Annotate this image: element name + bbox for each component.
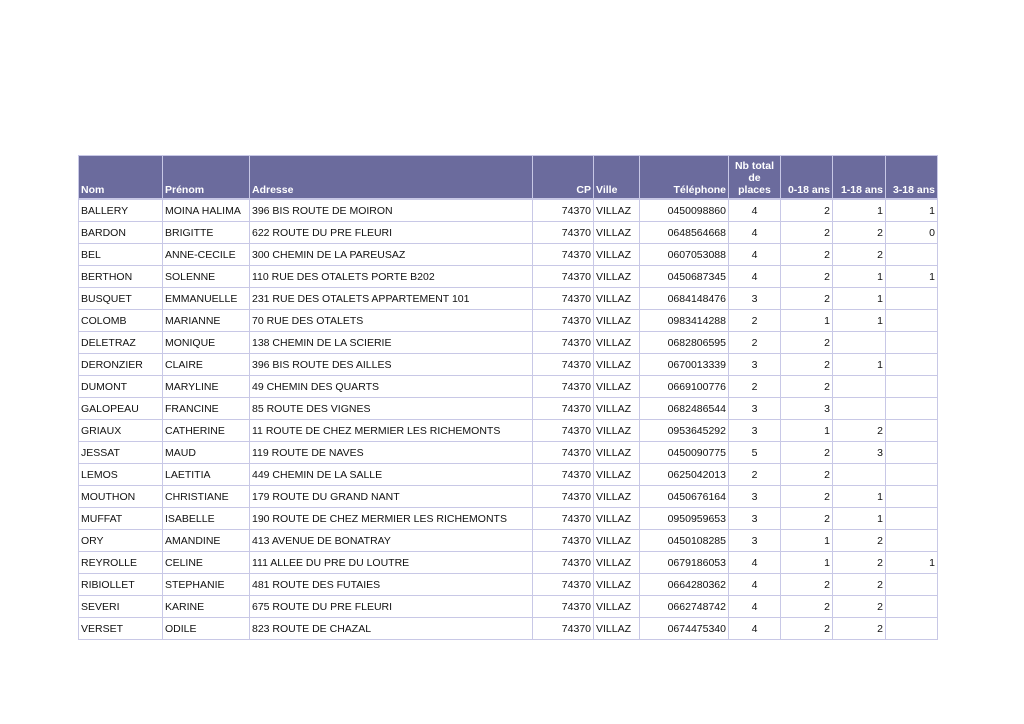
- cell-cp: 74370: [533, 618, 594, 640]
- cell-adresse: 413 AVENUE DE BONATRAY: [250, 530, 533, 552]
- table-row: [79, 618, 938, 640]
- cell-1-18-ans: 1: [833, 508, 886, 530]
- cell-0-18-ans: 2: [781, 332, 833, 354]
- cell-3-18-ans: 1: [886, 266, 938, 288]
- cell-prenom: FRANCINE: [163, 398, 250, 420]
- cell-nb-total-places: 3: [729, 398, 781, 420]
- cell-ville: VILLAZ: [594, 420, 640, 442]
- cell-nb-total-places: 3: [729, 288, 781, 310]
- cell-nom: DELETRAZ: [79, 332, 163, 354]
- cell-adresse: 111 ALLEE DU PRE DU LOUTRE: [250, 552, 533, 574]
- cell-prenom: AMANDINE: [163, 530, 250, 552]
- cell-adresse: 49 CHEMIN DES QUARTS: [250, 376, 533, 398]
- header-ville: Ville: [594, 156, 640, 200]
- cell-3-18-ans: [886, 486, 938, 508]
- cell-telephone: 0983414288: [640, 310, 729, 332]
- table-row: [79, 420, 938, 442]
- cell-nom: BARDON: [79, 222, 163, 244]
- cell-0-18-ans: 2: [781, 574, 833, 596]
- cell-1-18-ans: [833, 398, 886, 420]
- cell-nom: LEMOS: [79, 464, 163, 486]
- cell-3-18-ans: [886, 310, 938, 332]
- table-row: [79, 508, 938, 530]
- cell-nom: ORY: [79, 530, 163, 552]
- cell-nb-total-places: 4: [729, 199, 781, 222]
- cell-prenom: BRIGITTE: [163, 222, 250, 244]
- cell-cp: 74370: [533, 420, 594, 442]
- cell-adresse: 396 BIS ROUTE DE MOIRON: [250, 199, 533, 222]
- table-row: [79, 288, 938, 310]
- cell-adresse: 70 RUE DES OTALETS: [250, 310, 533, 332]
- cell-0-18-ans: 3: [781, 398, 833, 420]
- cell-cp: 74370: [533, 530, 594, 552]
- cell-0-18-ans: 2: [781, 442, 833, 464]
- table-row: [79, 552, 938, 574]
- cell-ville: VILLAZ: [594, 398, 640, 420]
- header-0-18-ans: 0-18 ans: [781, 156, 833, 200]
- cell-nb-total-places: 5: [729, 442, 781, 464]
- cell-cp: 74370: [533, 596, 594, 618]
- table-row: [79, 244, 938, 266]
- cell-1-18-ans: 2: [833, 420, 886, 442]
- cell-3-18-ans: [886, 442, 938, 464]
- cell-ville: VILLAZ: [594, 618, 640, 640]
- cell-1-18-ans: 1: [833, 354, 886, 376]
- cell-prenom: SOLENNE: [163, 266, 250, 288]
- cell-nb-total-places: 4: [729, 266, 781, 288]
- cell-0-18-ans: 2: [781, 596, 833, 618]
- cell-prenom: LAETITIA: [163, 464, 250, 486]
- cell-nom: COLOMB: [79, 310, 163, 332]
- cell-0-18-ans: 2: [781, 244, 833, 266]
- cell-1-18-ans: 1: [833, 288, 886, 310]
- cell-nom: GALOPEAU: [79, 398, 163, 420]
- cell-1-18-ans: 1: [833, 199, 886, 222]
- cell-cp: 74370: [533, 508, 594, 530]
- cell-3-18-ans: 1: [886, 199, 938, 222]
- cell-prenom: CHRISTIANE: [163, 486, 250, 508]
- cell-cp: 74370: [533, 574, 594, 596]
- cell-telephone: 0950959653: [640, 508, 729, 530]
- cell-nb-total-places: 3: [729, 486, 781, 508]
- cell-3-18-ans: 0: [886, 222, 938, 244]
- cell-adresse: 179 ROUTE DU GRAND NANT: [250, 486, 533, 508]
- cell-telephone: 0648564668: [640, 222, 729, 244]
- cell-telephone: 0682806595: [640, 332, 729, 354]
- cell-prenom: ISABELLE: [163, 508, 250, 530]
- cell-nb-total-places: 3: [729, 508, 781, 530]
- cell-3-18-ans: [886, 618, 938, 640]
- cell-cp: 74370: [533, 310, 594, 332]
- cell-ville: VILLAZ: [594, 530, 640, 552]
- cell-cp: 74370: [533, 266, 594, 288]
- table-row: [79, 222, 938, 244]
- cell-ville: VILLAZ: [594, 222, 640, 244]
- header-nom: Nom: [79, 156, 163, 200]
- cell-cp: 74370: [533, 288, 594, 310]
- cell-ville: VILLAZ: [594, 508, 640, 530]
- cell-3-18-ans: [886, 508, 938, 530]
- cell-telephone: 0674475340: [640, 618, 729, 640]
- cell-nom: REYROLLE: [79, 552, 163, 574]
- table-row: [79, 354, 938, 376]
- cell-nom: MOUTHON: [79, 486, 163, 508]
- cell-cp: 74370: [533, 486, 594, 508]
- cell-0-18-ans: 2: [781, 464, 833, 486]
- cell-3-18-ans: [886, 244, 938, 266]
- cell-telephone: 0682486544: [640, 398, 729, 420]
- cell-1-18-ans: [833, 332, 886, 354]
- cell-prenom: ANNE-CECILE: [163, 244, 250, 266]
- cell-1-18-ans: 1: [833, 310, 886, 332]
- cell-0-18-ans: 1: [781, 530, 833, 552]
- cell-nb-total-places: 4: [729, 552, 781, 574]
- cell-0-18-ans: 2: [781, 618, 833, 640]
- cell-nom: SEVERI: [79, 596, 163, 618]
- cell-telephone: 0450090775: [640, 442, 729, 464]
- cell-nb-total-places: 4: [729, 596, 781, 618]
- cell-cp: 74370: [533, 244, 594, 266]
- cell-cp: 74370: [533, 398, 594, 420]
- cell-ville: VILLAZ: [594, 442, 640, 464]
- cell-nom: BEL: [79, 244, 163, 266]
- table-row: [79, 486, 938, 508]
- cell-1-18-ans: 2: [833, 552, 886, 574]
- cell-cp: 74370: [533, 442, 594, 464]
- cell-3-18-ans: [886, 530, 938, 552]
- cell-adresse: 190 ROUTE DE CHEZ MERMIER LES RICHEMONTS: [250, 508, 533, 530]
- cell-3-18-ans: [886, 574, 938, 596]
- cell-1-18-ans: 3: [833, 442, 886, 464]
- cell-3-18-ans: [886, 288, 938, 310]
- cell-3-18-ans: [886, 398, 938, 420]
- cell-ville: VILLAZ: [594, 596, 640, 618]
- cell-cp: 74370: [533, 354, 594, 376]
- cell-0-18-ans: 2: [781, 486, 833, 508]
- cell-nb-total-places: 4: [729, 574, 781, 596]
- cell-nom: BERTHON: [79, 266, 163, 288]
- cell-1-18-ans: 2: [833, 530, 886, 552]
- cell-nb-total-places: 2: [729, 310, 781, 332]
- cell-nom: DERONZIER: [79, 354, 163, 376]
- cell-telephone: 0450108285: [640, 530, 729, 552]
- cell-cp: 74370: [533, 552, 594, 574]
- header-adresse: Adresse: [250, 156, 533, 200]
- cell-1-18-ans: 2: [833, 596, 886, 618]
- cell-prenom: KARINE: [163, 596, 250, 618]
- cell-adresse: 449 CHEMIN DE LA SALLE: [250, 464, 533, 486]
- cell-nom: GRIAUX: [79, 420, 163, 442]
- cell-adresse: 110 RUE DES OTALETS PORTE B202: [250, 266, 533, 288]
- cell-prenom: CELINE: [163, 552, 250, 574]
- cell-adresse: 85 ROUTE DES VIGNES: [250, 398, 533, 420]
- cell-ville: VILLAZ: [594, 486, 640, 508]
- cell-adresse: 138 CHEMIN DE LA SCIERIE: [250, 332, 533, 354]
- table-row: [79, 442, 938, 464]
- table-row: [79, 376, 938, 398]
- cell-0-18-ans: 1: [781, 310, 833, 332]
- cell-adresse: 119 ROUTE DE NAVES: [250, 442, 533, 464]
- cell-adresse: 396 BIS ROUTE DES AILLES: [250, 354, 533, 376]
- cell-0-18-ans: 2: [781, 508, 833, 530]
- cell-prenom: ODILE: [163, 618, 250, 640]
- cell-ville: VILLAZ: [594, 354, 640, 376]
- cell-telephone: 0450676164: [640, 486, 729, 508]
- cell-adresse: 823 ROUTE DE CHAZAL: [250, 618, 533, 640]
- cell-cp: 74370: [533, 199, 594, 222]
- cell-3-18-ans: [886, 376, 938, 398]
- cell-cp: 74370: [533, 376, 594, 398]
- cell-prenom: EMMANUELLE: [163, 288, 250, 310]
- cell-3-18-ans: 1: [886, 552, 938, 574]
- cell-ville: VILLAZ: [594, 574, 640, 596]
- cell-3-18-ans: [886, 420, 938, 442]
- cell-nom: BALLERY: [79, 199, 163, 222]
- header-prenom: Prénom: [163, 156, 250, 200]
- cell-3-18-ans: [886, 464, 938, 486]
- header-telephone: Téléphone: [640, 156, 729, 200]
- cell-prenom: STEPHANIE: [163, 574, 250, 596]
- cell-3-18-ans: [886, 354, 938, 376]
- cell-ville: VILLAZ: [594, 199, 640, 222]
- cell-nb-total-places: 2: [729, 464, 781, 486]
- cell-ville: VILLAZ: [594, 310, 640, 332]
- cell-0-18-ans: 2: [781, 222, 833, 244]
- header-nb-total-places: Nb total de places: [729, 156, 781, 200]
- cell-prenom: MARIANNE: [163, 310, 250, 332]
- cell-telephone: 0670013339: [640, 354, 729, 376]
- cell-cp: 74370: [533, 332, 594, 354]
- cell-telephone: 0450687345: [640, 266, 729, 288]
- cell-nb-total-places: 3: [729, 354, 781, 376]
- cell-telephone: 0664280362: [640, 574, 729, 596]
- cell-nb-total-places: 2: [729, 332, 781, 354]
- cell-nom: JESSAT: [79, 442, 163, 464]
- header-cp: CP: [533, 156, 594, 200]
- cell-prenom: MOINA HALIMA: [163, 199, 250, 222]
- assistantes-maternelles-table: [78, 155, 938, 640]
- header-1-18-ans: 1-18 ans: [833, 156, 886, 200]
- cell-1-18-ans: 1: [833, 266, 886, 288]
- cell-1-18-ans: 2: [833, 244, 886, 266]
- cell-prenom: MARYLINE: [163, 376, 250, 398]
- cell-adresse: 231 RUE DES OTALETS APPARTEMENT 101: [250, 288, 533, 310]
- cell-prenom: MONIQUE: [163, 332, 250, 354]
- cell-telephone: 0669100776: [640, 376, 729, 398]
- header-3-18-ans: 3-18 ans: [886, 156, 938, 200]
- cell-telephone: 0662748742: [640, 596, 729, 618]
- cell-adresse: 481 ROUTE DES FUTAIES: [250, 574, 533, 596]
- cell-telephone: 0607053088: [640, 244, 729, 266]
- cell-nom: RIBIOLLET: [79, 574, 163, 596]
- cell-0-18-ans: 2: [781, 266, 833, 288]
- cell-nb-total-places: 4: [729, 222, 781, 244]
- cell-0-18-ans: 2: [781, 288, 833, 310]
- table-row: [79, 199, 938, 222]
- cell-telephone: 0684148476: [640, 288, 729, 310]
- cell-nom: MUFFAT: [79, 508, 163, 530]
- cell-ville: VILLAZ: [594, 464, 640, 486]
- cell-ville: VILLAZ: [594, 266, 640, 288]
- cell-cp: 74370: [533, 222, 594, 244]
- table-row: [79, 596, 938, 618]
- cell-adresse: 622 ROUTE DU PRE FLEURI: [250, 222, 533, 244]
- cell-ville: VILLAZ: [594, 244, 640, 266]
- cell-nb-total-places: 2: [729, 376, 781, 398]
- cell-nom: BUSQUET: [79, 288, 163, 310]
- cell-telephone: 0953645292: [640, 420, 729, 442]
- cell-cp: 74370: [533, 464, 594, 486]
- table-row: [79, 574, 938, 596]
- cell-0-18-ans: 1: [781, 420, 833, 442]
- cell-0-18-ans: 1: [781, 552, 833, 574]
- cell-ville: VILLAZ: [594, 288, 640, 310]
- table-row: [79, 530, 938, 552]
- cell-0-18-ans: 2: [781, 354, 833, 376]
- cell-1-18-ans: 2: [833, 574, 886, 596]
- cell-telephone: 0450098860: [640, 199, 729, 222]
- cell-telephone: 0679186053: [640, 552, 729, 574]
- cell-ville: VILLAZ: [594, 552, 640, 574]
- cell-0-18-ans: 2: [781, 376, 833, 398]
- table-header-row: [79, 156, 938, 200]
- cell-3-18-ans: [886, 596, 938, 618]
- cell-prenom: MAUD: [163, 442, 250, 464]
- cell-nb-total-places: 3: [729, 420, 781, 442]
- table-row: [79, 266, 938, 288]
- table-row: [79, 464, 938, 486]
- cell-nb-total-places: 3: [729, 530, 781, 552]
- cell-1-18-ans: [833, 464, 886, 486]
- cell-nb-total-places: 4: [729, 244, 781, 266]
- cell-0-18-ans: 2: [781, 199, 833, 222]
- table-row: [79, 310, 938, 332]
- table-row: [79, 332, 938, 354]
- cell-telephone: 0625042013: [640, 464, 729, 486]
- table-row: [79, 398, 938, 420]
- cell-adresse: 11 ROUTE DE CHEZ MERMIER LES RICHEMONTS: [250, 420, 533, 442]
- cell-nom: VERSET: [79, 618, 163, 640]
- cell-nb-total-places: 4: [729, 618, 781, 640]
- cell-prenom: CATHERINE: [163, 420, 250, 442]
- cell-prenom: CLAIRE: [163, 354, 250, 376]
- cell-adresse: 675 ROUTE DU PRE FLEURI: [250, 596, 533, 618]
- cell-1-18-ans: [833, 376, 886, 398]
- cell-1-18-ans: 2: [833, 222, 886, 244]
- cell-3-18-ans: [886, 332, 938, 354]
- cell-ville: VILLAZ: [594, 332, 640, 354]
- cell-ville: VILLAZ: [594, 376, 640, 398]
- cell-adresse: 300 CHEMIN DE LA PAREUSAZ: [250, 244, 533, 266]
- cell-1-18-ans: 2: [833, 618, 886, 640]
- cell-1-18-ans: 1: [833, 486, 886, 508]
- cell-nom: DUMONT: [79, 376, 163, 398]
